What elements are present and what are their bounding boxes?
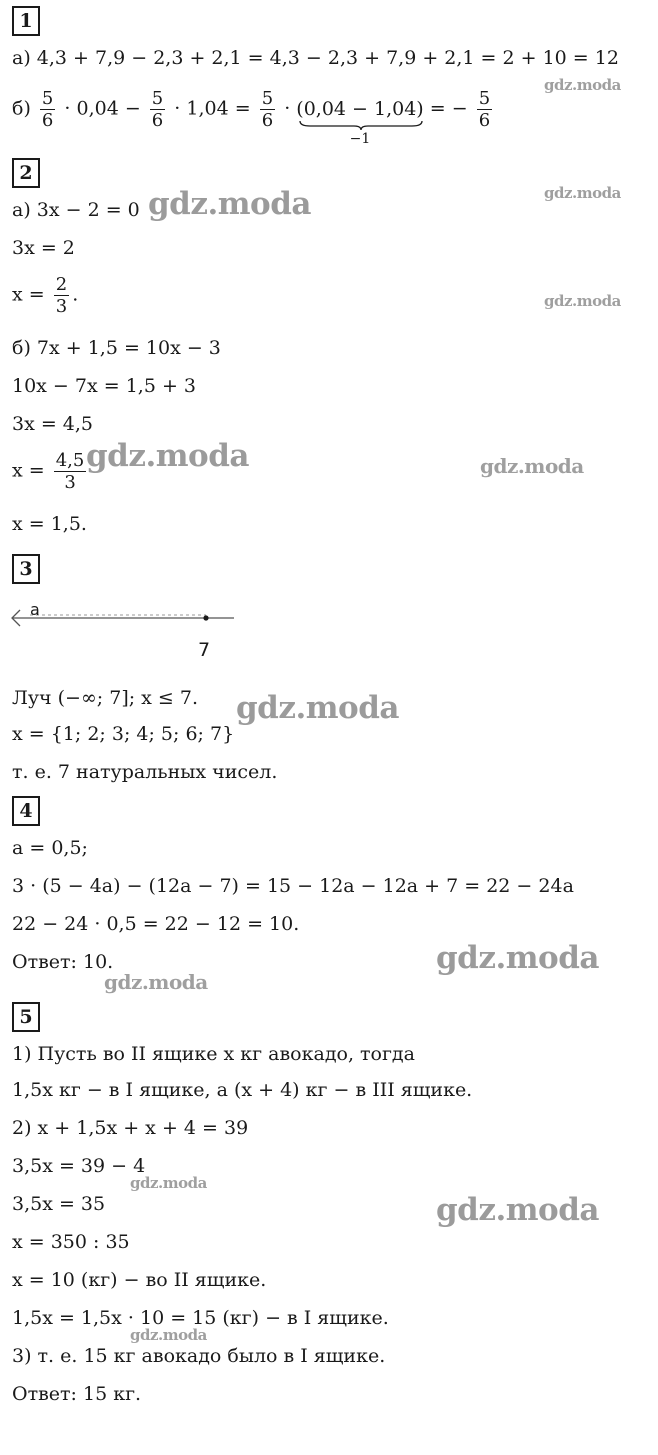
number-line-point-label: 7 xyxy=(198,639,211,661)
task-5-line3: 2) x + 1,5x + x + 4 = 39 xyxy=(12,1117,249,1139)
number-line-axis-label: a xyxy=(30,600,40,619)
task-5-line9: 3) т. е. 15 кг авокадо было в I ящике. xyxy=(12,1345,386,1367)
task-2b-lhs: x = xyxy=(12,459,45,482)
watermark: gdz.moda xyxy=(236,690,399,726)
task-2-number: 2 xyxy=(12,158,40,188)
task-5-line5: 3,5x = 35 xyxy=(12,1193,106,1215)
watermark: gdz.moda xyxy=(130,1326,207,1344)
task-2b-line3: 3x = 4,5 xyxy=(12,413,94,435)
task-1b-term2: · 1,04 = xyxy=(174,97,251,120)
underbrace-value: −1 xyxy=(349,130,371,147)
fraction-4-5-over-3: $\frac{4,5}{3}$ xyxy=(55,450,85,493)
task-5-line7: x = 10 (кг) − во II ящике. xyxy=(12,1269,267,1291)
task-4-line3: 22 − 24 · 0,5 = 22 − 12 = 10. xyxy=(12,913,300,935)
point-marker-icon xyxy=(203,615,208,620)
fraction-five-sixths: $\frac{5}{6}$ xyxy=(151,88,164,131)
task-5-line1: 1) Пусть во II ящике x кг авокадо, тогда xyxy=(12,1043,415,1065)
task-1a-line: а) 4,3 + 7,9 − 2,3 + 2,1 = 4,3 − 2,3 + 7,9 + 2,1 = 2 + 10 = 12 xyxy=(12,47,619,69)
task-4-line1: a = 0,5; xyxy=(12,837,88,859)
number-line-diagram xyxy=(8,596,248,646)
task-5-line6: x = 350 : 35 xyxy=(12,1231,130,1253)
watermark: gdz.moda xyxy=(148,186,311,222)
task-2b-line4 xyxy=(12,450,89,493)
watermark: gdz.moda xyxy=(544,76,621,94)
watermark: gdz.moda xyxy=(544,184,621,202)
task-4-number: 4 xyxy=(12,796,40,826)
task-4-line2: 3 · (5 − 4a) − (12a − 7) = 15 − 12a − 12a + 7 = 22 − 24a xyxy=(12,875,574,897)
fraction-two-thirds: $\frac{2}{3}$ xyxy=(55,274,68,317)
task-2b-line1: б) 7x + 1,5 = 10x − 3 xyxy=(12,337,221,359)
fraction-five-sixths: $\frac{5}{6}$ xyxy=(41,88,54,131)
watermark: gdz.moda xyxy=(544,292,621,310)
task-4-answer: Ответ: 10. xyxy=(12,951,114,973)
task-2a-line2: 3x = 2 xyxy=(12,237,75,259)
task-1b-prefix: б) xyxy=(12,97,31,120)
task-1b-term1: · 0,04 − xyxy=(64,97,141,120)
task-3-number: 3 xyxy=(12,554,40,584)
watermark: gdz.moda xyxy=(130,1174,207,1192)
underbrace-group xyxy=(296,97,424,147)
task-1b-term4: = − xyxy=(429,97,468,120)
task-5-line2: 1,5x кг − в I ящике, а (x + 4) кг − в III ящике. xyxy=(12,1079,473,1101)
task-3-line2: x = {1; 2; 3; 4; 5; 6; 7} xyxy=(12,723,235,745)
task-3-line3: т. е. 7 натуральных чисел. xyxy=(12,761,278,783)
task-2a-line1: а) 3x − 2 = 0 xyxy=(12,199,140,221)
watermark: gdz.moda xyxy=(480,454,584,478)
task-1-number: 1 xyxy=(12,6,40,36)
task-2a-lhs: x = xyxy=(12,283,45,306)
watermark: gdz.moda xyxy=(436,1192,599,1228)
task-1b-term3: · xyxy=(284,97,291,120)
task-3-line1: Луч (−∞; 7]; x ≤ 7. xyxy=(12,687,199,709)
task-2a-line3 xyxy=(12,274,78,317)
task-5-answer: Ответ: 15 кг. xyxy=(12,1383,142,1405)
task-2b-line5: x = 1,5. xyxy=(12,513,87,535)
fraction-five-sixths: $\frac{5}{6}$ xyxy=(261,88,274,131)
watermark: gdz.moda xyxy=(436,940,599,976)
task-2a-period: . xyxy=(72,283,79,306)
watermark: gdz.moda xyxy=(104,970,208,994)
fraction-five-sixths: $\frac{5}{6}$ xyxy=(478,88,491,131)
task-5-line4: 3,5x = 39 − 4 xyxy=(12,1155,146,1177)
task-2b-line2: 10x − 7x = 1,5 + 3 xyxy=(12,375,196,397)
task-5-line8: 1,5x = 1,5x · 10 = 15 (кг) − в I ящике. xyxy=(12,1307,389,1329)
task-5-number: 5 xyxy=(12,1002,40,1032)
task-1b-parenthesis: (0,04 − 1,04) xyxy=(296,97,424,120)
watermark: gdz.moda xyxy=(86,438,249,474)
task-1b-line xyxy=(12,88,495,147)
